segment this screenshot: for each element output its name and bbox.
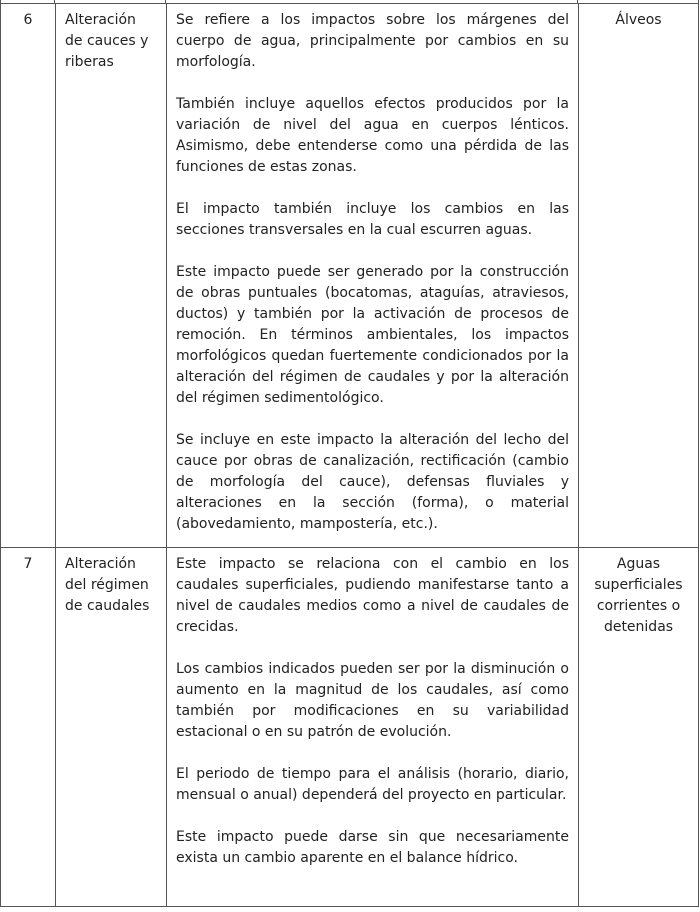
affected-component: Aguas superficiales corrientes o detenidas <box>579 548 699 907</box>
description-paragraph: Los cambios indicados pueden ser por la disminución o aumento en la magnitud de los caudales, así como también por modificaciones en su variabilidad estacional o en su patrón de evolución. <box>176 661 569 740</box>
impact-description <box>167 4 579 548</box>
description-paragraph: Este impacto puede ser generado por la construcción de obras puntuales (bocatomas, ataguías, atraviesos, ductos) y también por la activación de procesos de remoción. En términos ambientales, los impactos morfológicos quedan fuertemente condicionados por la alteración del régimen de caudales y por la alteración del régimen sedimentológico. <box>176 264 569 406</box>
table-row <box>1 548 699 907</box>
description-paragraph: Se incluye en este impacto la alteración del lecho del cauce por obras de canalización, rectificación (cambio de morfología del cauce), defensas fluviales y alteraciones en la sección (forma), o material (abovedamiento, mampostería, etc.). <box>176 432 569 532</box>
description-paragraph: El impacto también incluye los cambios en las secciones transversales en la cual escurren aguas. <box>176 201 569 238</box>
impact-name: Alteración de cauces y riberas <box>56 4 167 548</box>
row-number: 6 <box>1 4 56 548</box>
impacts-table <box>0 3 699 907</box>
description-paragraph: El periodo de tiempo para el análisis (horario, diario, mensual o anual) dependerá del proyecto en particular. <box>176 766 569 803</box>
description-paragraph: Este impacto se relaciona con el cambio en los caudales superficiales, pudiendo manifestarse tanto a nivel de caudales medios como a nivel de caudales de crecidas. <box>176 556 569 635</box>
table-row <box>1 4 699 548</box>
description-paragraph: Este impacto puede darse sin que necesariamente exista un cambio aparente en el balance hídrico. <box>176 829 569 866</box>
description-paragraph: Se refiere a los impactos sobre los márgenes del cuerpo de agua, principalmente por cambios en su morfología. <box>176 12 569 70</box>
description-paragraph: También incluye aquellos efectos producidos por la variación de nivel del agua en cuerpos lénticos. Asimismo, debe entenderse como una pérdida de las funciones de estas zonas. <box>176 96 569 175</box>
row-number: 7 <box>1 548 56 907</box>
affected-component: Álveos <box>579 4 699 548</box>
impact-description <box>167 548 579 907</box>
impact-name: Alteración del régimen de caudales <box>56 548 167 907</box>
